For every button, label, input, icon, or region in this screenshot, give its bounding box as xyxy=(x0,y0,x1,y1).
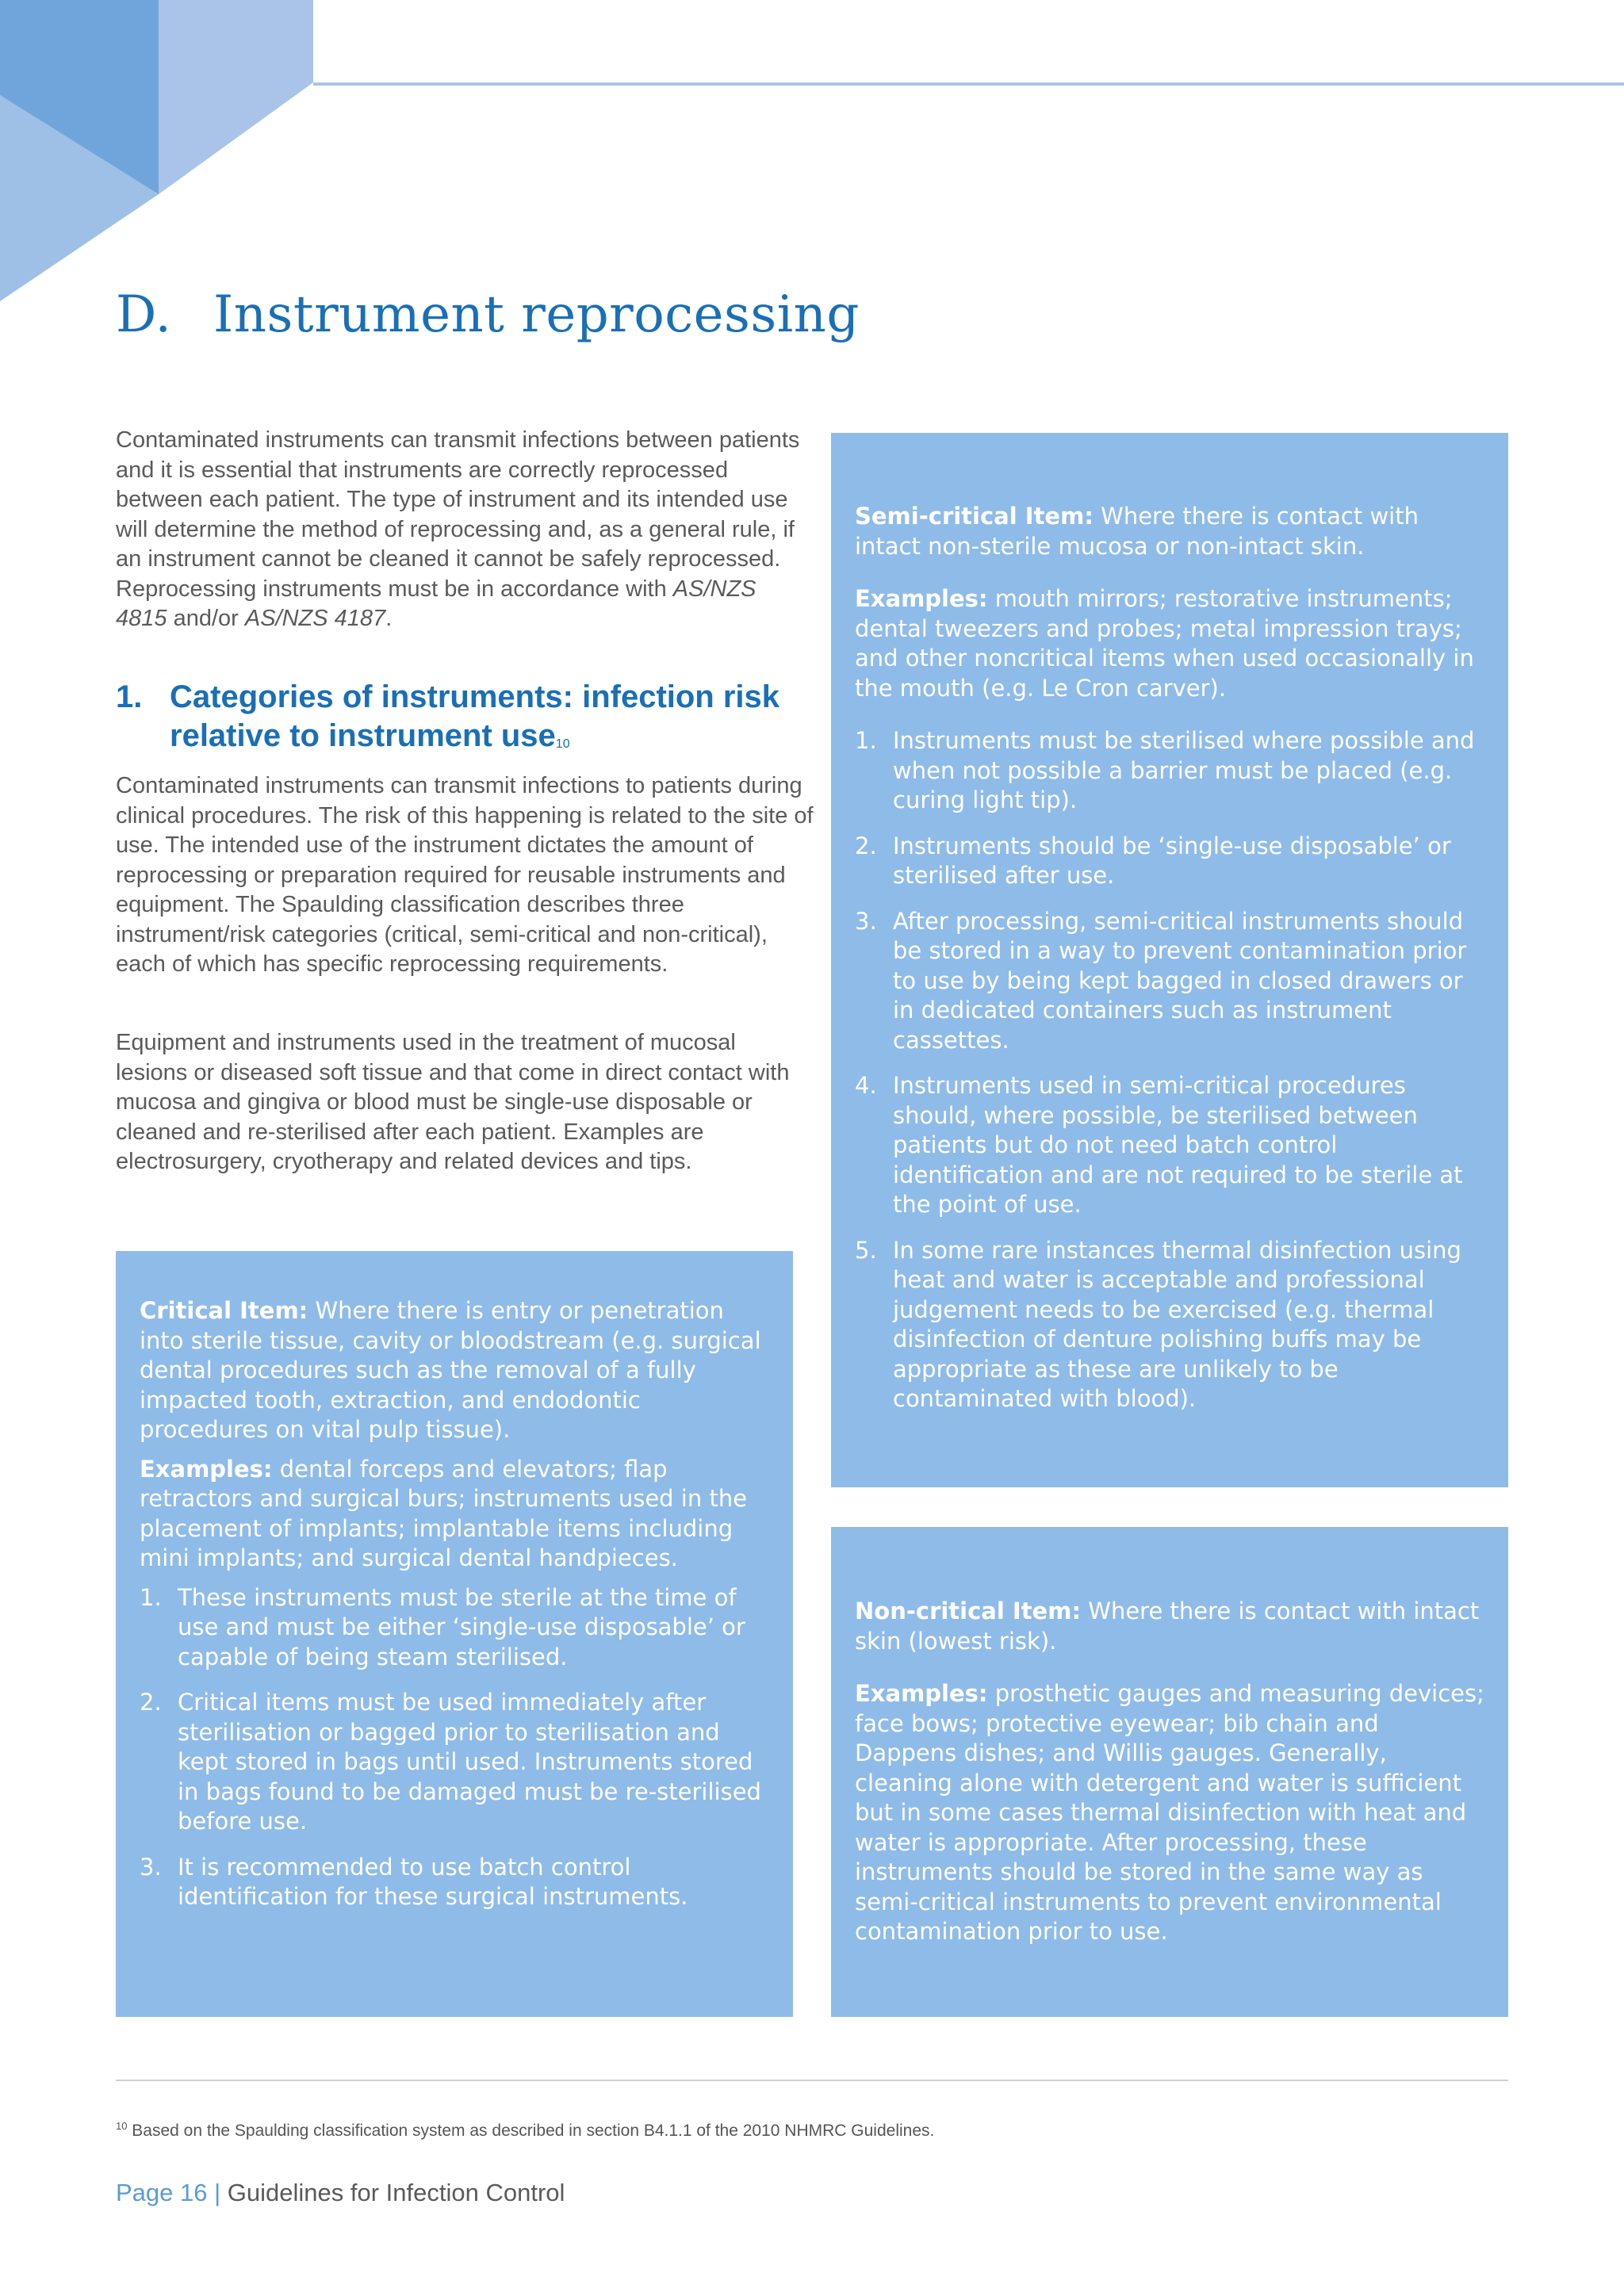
section-heading xyxy=(116,678,814,756)
critical-examples xyxy=(140,1455,769,1574)
critical-examples-label: Examples: xyxy=(140,1455,273,1483)
intro-text: Contaminated instruments can transmit infections between patients and it is essential that instruments are correctly reprocessed between each patient. The type of instrument and its intended use will determine the method of reprocessing and, as a general rule, if an instrument cannot be cleaned it cannot be safely reprocessed. Reprocessing instruments must be in accordance with xyxy=(116,427,800,602)
section-heading-text: Categories of instruments: infection risk relative to instrument use xyxy=(170,679,780,753)
intro-paragraph xyxy=(116,426,814,634)
section-number: 1. xyxy=(116,679,143,714)
section-para-1: Contaminated instruments can transmit infections to patients during clinical procedures. The risk of this happening is related to the site of use. The intended use of the instrument dictates the amount of reprocessing or preparation required for reusable instruments and equipment. The Spaulding classification describes three instrument/risk categories (critical, semi-critical and non-critical), each of which has specific reprocessing requirements. xyxy=(116,773,814,977)
list-text: After processing, semi-critical instruments should be stored in a way to prevent contamination prior to use by being kept bagged in closed drawers or in dedicated containers such as instrument cassettes. xyxy=(893,907,1467,1054)
semi-critical-item-box xyxy=(831,433,1508,1487)
non-critical-examples xyxy=(855,1679,1484,1947)
list-number: 2. xyxy=(140,1689,162,1716)
intro-mid: and/or xyxy=(167,606,245,631)
corner-decoration xyxy=(0,0,333,317)
page-title xyxy=(116,285,860,344)
non-critical-item-box xyxy=(831,1527,1508,2017)
semi-critical-list xyxy=(855,726,1484,1414)
list-text: In some rare instances thermal disinfection using heat and water is acceptable and professional judgement needs to be exercised (e.g. thermal disinfection of denture polishing buffs may be appropriate as these are unlikely to be contaminated with blood). xyxy=(893,1236,1461,1412)
section-para-2: Equipment and instruments used in the treatment of mucosal lesions or diseased soft tissue and that come in direct contact with mucosa and gingiva or blood must be single-use disposable or cleaned and re-sterilised after each patient. Examples are electrosurgery, cryotherapy and related devices and tips. xyxy=(116,1030,790,1174)
non-critical-label: Non-critical Item: xyxy=(855,1598,1082,1624)
list-item xyxy=(855,726,1484,816)
list-text: Instruments used in semi-critical procedures should, where possible, be sterilised between patients but do not need batch control identification and are not required to be sterile at the point of use. xyxy=(893,1072,1463,1218)
list-number: 1. xyxy=(140,1583,162,1611)
intro-end: . xyxy=(385,606,393,631)
semi-critical-label: Semi-critical Item: xyxy=(855,503,1094,530)
header-rule xyxy=(313,82,1624,86)
list-text: These instruments must be sterile at the time of use and must be either ‘single-use disposable’ or capable of being steam sterilised. xyxy=(178,1583,745,1670)
footnote-rule xyxy=(116,2080,1508,2081)
semi-critical-examples-text: mouth mirrors; restorative instruments; dental tweezers and probes; metal impression trays; and other noncritical items when used occasionally in the mouth (e.g. Le Cron carver). xyxy=(855,585,1474,702)
list-item xyxy=(140,1583,769,1673)
list-item xyxy=(140,1688,769,1837)
page-footer xyxy=(116,2179,565,2207)
critical-list xyxy=(140,1583,769,1912)
footer-separator: | xyxy=(207,2179,228,2206)
footnote-ref: 10 xyxy=(555,737,570,751)
list-text: Instruments should be ‘single-use disposable’ or sterilised after use. xyxy=(893,832,1451,889)
critical-label: Critical Item: xyxy=(140,1297,308,1324)
list-text: Instruments must be sterilised where possible and when not possible a barrier must be placed (e.g. curing light tip). xyxy=(893,727,1475,813)
critical-desc: Where there is entry or penetration into sterile tissue, cavity or bloodstream (e.g. surgical dental procedures such as the removal of a fully impacted tooth, extraction, and endodontic procedures on vital pulp tissue). xyxy=(140,1297,761,1443)
semi-critical-definition xyxy=(855,502,1484,561)
critical-definition xyxy=(140,1296,769,1445)
list-item xyxy=(855,1071,1484,1220)
list-text: It is recommended to use batch control identification for these surgical instruments. xyxy=(178,1853,688,1910)
list-number: 3. xyxy=(855,907,877,935)
standard-4815: AS/NZS 4815 xyxy=(116,576,756,631)
list-number: 4. xyxy=(855,1072,877,1099)
page-number: Page 16 xyxy=(116,2179,208,2206)
footnote-text: Based on the Spaulding classification system as described in section B4.1.1 of the 2010 NHMRC Guidelines. xyxy=(127,2122,935,2140)
list-number: 5. xyxy=(855,1236,877,1264)
critical-examples-text: dental forceps and elevators; flap retractors and surgical burs; instruments used in the placement of implants; implantable items including mini implants; and surgical dental handpieces. xyxy=(140,1455,748,1571)
list-number: 3. xyxy=(140,1853,162,1881)
list-item xyxy=(855,907,1484,1056)
non-critical-definition xyxy=(855,1597,1484,1656)
non-critical-examples-text: prosthetic gauges and measuring devices; face bows; protective eyewear; bib chain and Dappens dishes; and Willis gauges. Generally, cleaning alone with detergent and water is sufficient but in some cases thermal disinfection with heat and water is appropriate. After processing, these instruments should be stored in the same way as semi-critical instruments to prevent environmental contamination prior to use. xyxy=(855,1680,1484,1945)
section-letter: D. xyxy=(116,285,172,344)
standard-4187: AS/NZS 4187 xyxy=(244,606,386,631)
footnote-number: 10 xyxy=(116,2120,128,2132)
list-item xyxy=(855,832,1484,891)
list-number: 1. xyxy=(855,727,877,754)
critical-item-box xyxy=(116,1251,793,2017)
semi-critical-examples xyxy=(855,584,1484,703)
document-title: Guidelines for Infection Control xyxy=(227,2179,565,2206)
list-text: Critical items must be used immediately after sterilisation or bagged prior to sterilisation and kept stored in bags until used. Instruments stored in bags found to be damaged must be re-sterilised before use. xyxy=(178,1689,761,1835)
non-critical-desc: Where there is contact with intact skin (lowest risk). xyxy=(855,1598,1480,1655)
footnote xyxy=(116,2120,934,2141)
semi-critical-desc: Where there is contact with intact non-sterile mucosa or non-intact skin. xyxy=(855,503,1419,560)
title-text: Instrument reprocessing xyxy=(213,285,860,344)
list-item xyxy=(140,1853,769,1912)
list-number: 2. xyxy=(855,832,877,859)
non-critical-examples-label: Examples: xyxy=(855,1680,988,1707)
list-item xyxy=(855,1236,1484,1414)
semi-critical-examples-label: Examples: xyxy=(855,585,988,612)
